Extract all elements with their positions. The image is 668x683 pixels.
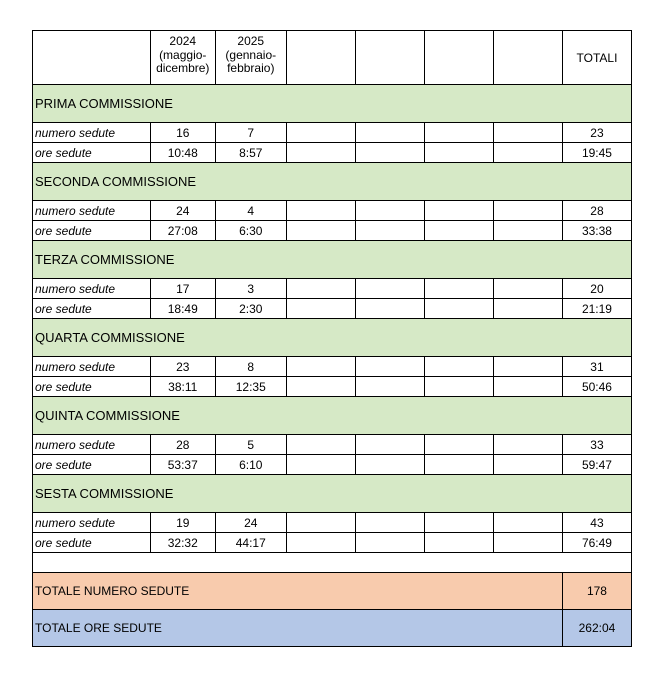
value-2024: 23 bbox=[150, 357, 215, 377]
empty-cell bbox=[424, 299, 493, 319]
empty-cell bbox=[493, 143, 562, 163]
row-label: ore sedute bbox=[33, 143, 151, 163]
value-2025: 6:30 bbox=[215, 221, 286, 241]
row-label: numero sedute bbox=[33, 435, 151, 455]
commission-title: QUARTA COMMISSIONE bbox=[33, 319, 632, 357]
empty-cell bbox=[355, 221, 424, 241]
value-2024: 18:49 bbox=[150, 299, 215, 319]
commission-title: QUINTA COMMISSIONE bbox=[33, 397, 632, 435]
empty-cell bbox=[424, 221, 493, 241]
table-row-ore-sedute bbox=[33, 221, 632, 241]
empty-cell bbox=[424, 513, 493, 533]
value-2024: 16 bbox=[150, 123, 215, 143]
total-value: 178 bbox=[562, 573, 631, 610]
total-label: TOTALE NUMERO SEDUTE bbox=[33, 573, 563, 610]
value-2025: 44:17 bbox=[215, 533, 286, 553]
empty-cell bbox=[493, 279, 562, 299]
empty-cell bbox=[286, 435, 355, 455]
empty-cell bbox=[286, 533, 355, 553]
table-row-numero-sedute bbox=[33, 513, 632, 533]
row-label: numero sedute bbox=[33, 513, 151, 533]
empty-cell bbox=[424, 123, 493, 143]
header-empty-cell bbox=[424, 31, 493, 85]
commission-section-row bbox=[33, 397, 632, 435]
empty-cell bbox=[355, 357, 424, 377]
empty-cell bbox=[355, 279, 424, 299]
empty-cell bbox=[493, 377, 562, 397]
empty-cell bbox=[286, 201, 355, 221]
empty-cell bbox=[424, 377, 493, 397]
header-empty-cell bbox=[493, 31, 562, 85]
value-totali: 23 bbox=[562, 123, 631, 143]
value-2025: 8 bbox=[215, 357, 286, 377]
empty-cell bbox=[493, 299, 562, 319]
empty-cell bbox=[424, 201, 493, 221]
value-totali: 31 bbox=[562, 357, 631, 377]
empty-cell bbox=[286, 123, 355, 143]
commission-title: SESTA COMMISSIONE bbox=[33, 475, 632, 513]
empty-cell bbox=[424, 357, 493, 377]
value-2025: 7 bbox=[215, 123, 286, 143]
empty-cell bbox=[493, 201, 562, 221]
empty-cell bbox=[355, 299, 424, 319]
value-totali: 20 bbox=[562, 279, 631, 299]
value-2025: 2:30 bbox=[215, 299, 286, 319]
total-ore-sedute-row bbox=[33, 610, 632, 647]
value-totali: 33:38 bbox=[562, 221, 631, 241]
commission-section-row bbox=[33, 241, 632, 279]
commission-section-row bbox=[33, 475, 632, 513]
empty-cell bbox=[424, 455, 493, 475]
value-2024: 19 bbox=[150, 513, 215, 533]
total-value: 262:04 bbox=[562, 610, 631, 647]
value-totali: 76:49 bbox=[562, 533, 631, 553]
commission-title: PRIMA COMMISSIONE bbox=[33, 85, 632, 123]
value-totali: 21:19 bbox=[562, 299, 631, 319]
table-row-ore-sedute bbox=[33, 533, 632, 553]
header-totali: TOTALI bbox=[562, 31, 631, 85]
value-2025: 5 bbox=[215, 435, 286, 455]
value-totali: 19:45 bbox=[562, 143, 631, 163]
empty-cell bbox=[493, 455, 562, 475]
empty-cell bbox=[493, 435, 562, 455]
commission-section-row bbox=[33, 163, 632, 201]
commission-title: TERZA COMMISSIONE bbox=[33, 241, 632, 279]
total-numero-sedute-row bbox=[33, 573, 632, 610]
value-totali: 28 bbox=[562, 201, 631, 221]
header-empty-cell bbox=[286, 31, 355, 85]
table-row-numero-sedute bbox=[33, 123, 632, 143]
value-2024: 32:32 bbox=[150, 533, 215, 553]
spacer-cell bbox=[33, 553, 632, 573]
empty-cell bbox=[286, 357, 355, 377]
value-2024: 17 bbox=[150, 279, 215, 299]
value-2024: 28 bbox=[150, 435, 215, 455]
value-2024: 38:11 bbox=[150, 377, 215, 397]
header-empty-cell bbox=[355, 31, 424, 85]
spacer-row bbox=[33, 553, 632, 573]
value-2024: 24 bbox=[150, 201, 215, 221]
table-row-ore-sedute bbox=[33, 377, 632, 397]
table-row-ore-sedute bbox=[33, 299, 632, 319]
empty-cell bbox=[355, 513, 424, 533]
value-2025: 12:35 bbox=[215, 377, 286, 397]
row-label: numero sedute bbox=[33, 201, 151, 221]
table-row-numero-sedute bbox=[33, 435, 632, 455]
value-2024: 27:08 bbox=[150, 221, 215, 241]
total-label: TOTALE ORE SEDUTE bbox=[33, 610, 563, 647]
commission-section-row bbox=[33, 85, 632, 123]
value-2024: 53:37 bbox=[150, 455, 215, 475]
empty-cell bbox=[355, 143, 424, 163]
table-row-numero-sedute bbox=[33, 279, 632, 299]
commission-section-row bbox=[33, 319, 632, 357]
empty-cell bbox=[355, 123, 424, 143]
row-label: numero sedute bbox=[33, 123, 151, 143]
header-2024: 2024 (maggio- dicembre) bbox=[150, 31, 215, 85]
empty-cell bbox=[424, 435, 493, 455]
empty-cell bbox=[286, 455, 355, 475]
row-label: ore sedute bbox=[33, 377, 151, 397]
header-2025: 2025 (gennaio- febbraio) bbox=[215, 31, 286, 85]
row-label: ore sedute bbox=[33, 455, 151, 475]
row-label: numero sedute bbox=[33, 279, 151, 299]
value-2025: 3 bbox=[215, 279, 286, 299]
empty-cell bbox=[355, 533, 424, 553]
row-label: ore sedute bbox=[33, 221, 151, 241]
empty-cell bbox=[286, 279, 355, 299]
empty-cell bbox=[493, 123, 562, 143]
table-row-numero-sedute bbox=[33, 357, 632, 377]
empty-cell bbox=[355, 455, 424, 475]
value-2025: 6:10 bbox=[215, 455, 286, 475]
empty-cell bbox=[493, 513, 562, 533]
value-2025: 4 bbox=[215, 201, 286, 221]
value-totali: 43 bbox=[562, 513, 631, 533]
empty-cell bbox=[286, 377, 355, 397]
header-row bbox=[33, 31, 632, 85]
value-totali: 33 bbox=[562, 435, 631, 455]
empty-cell bbox=[355, 435, 424, 455]
row-label: ore sedute bbox=[33, 533, 151, 553]
table-row-ore-sedute bbox=[33, 143, 632, 163]
empty-cell bbox=[424, 279, 493, 299]
empty-cell bbox=[424, 143, 493, 163]
empty-cell bbox=[286, 299, 355, 319]
empty-cell bbox=[286, 513, 355, 533]
table-row-ore-sedute bbox=[33, 455, 632, 475]
empty-cell bbox=[424, 533, 493, 553]
empty-cell bbox=[493, 221, 562, 241]
empty-cell bbox=[286, 143, 355, 163]
header-empty-cell bbox=[33, 31, 151, 85]
empty-cell bbox=[493, 533, 562, 553]
commission-title: SECONDA COMMISSIONE bbox=[33, 163, 632, 201]
empty-cell bbox=[493, 357, 562, 377]
value-2025: 8:57 bbox=[215, 143, 286, 163]
empty-cell bbox=[286, 221, 355, 241]
value-2025: 24 bbox=[215, 513, 286, 533]
row-label: numero sedute bbox=[33, 357, 151, 377]
value-totali: 50:46 bbox=[562, 377, 631, 397]
empty-cell bbox=[355, 377, 424, 397]
value-totali: 59:47 bbox=[562, 455, 631, 475]
empty-cell bbox=[355, 201, 424, 221]
value-2024: 10:48 bbox=[150, 143, 215, 163]
table-row-numero-sedute bbox=[33, 201, 632, 221]
commission-sessions-table bbox=[32, 30, 632, 647]
row-label: ore sedute bbox=[33, 299, 151, 319]
